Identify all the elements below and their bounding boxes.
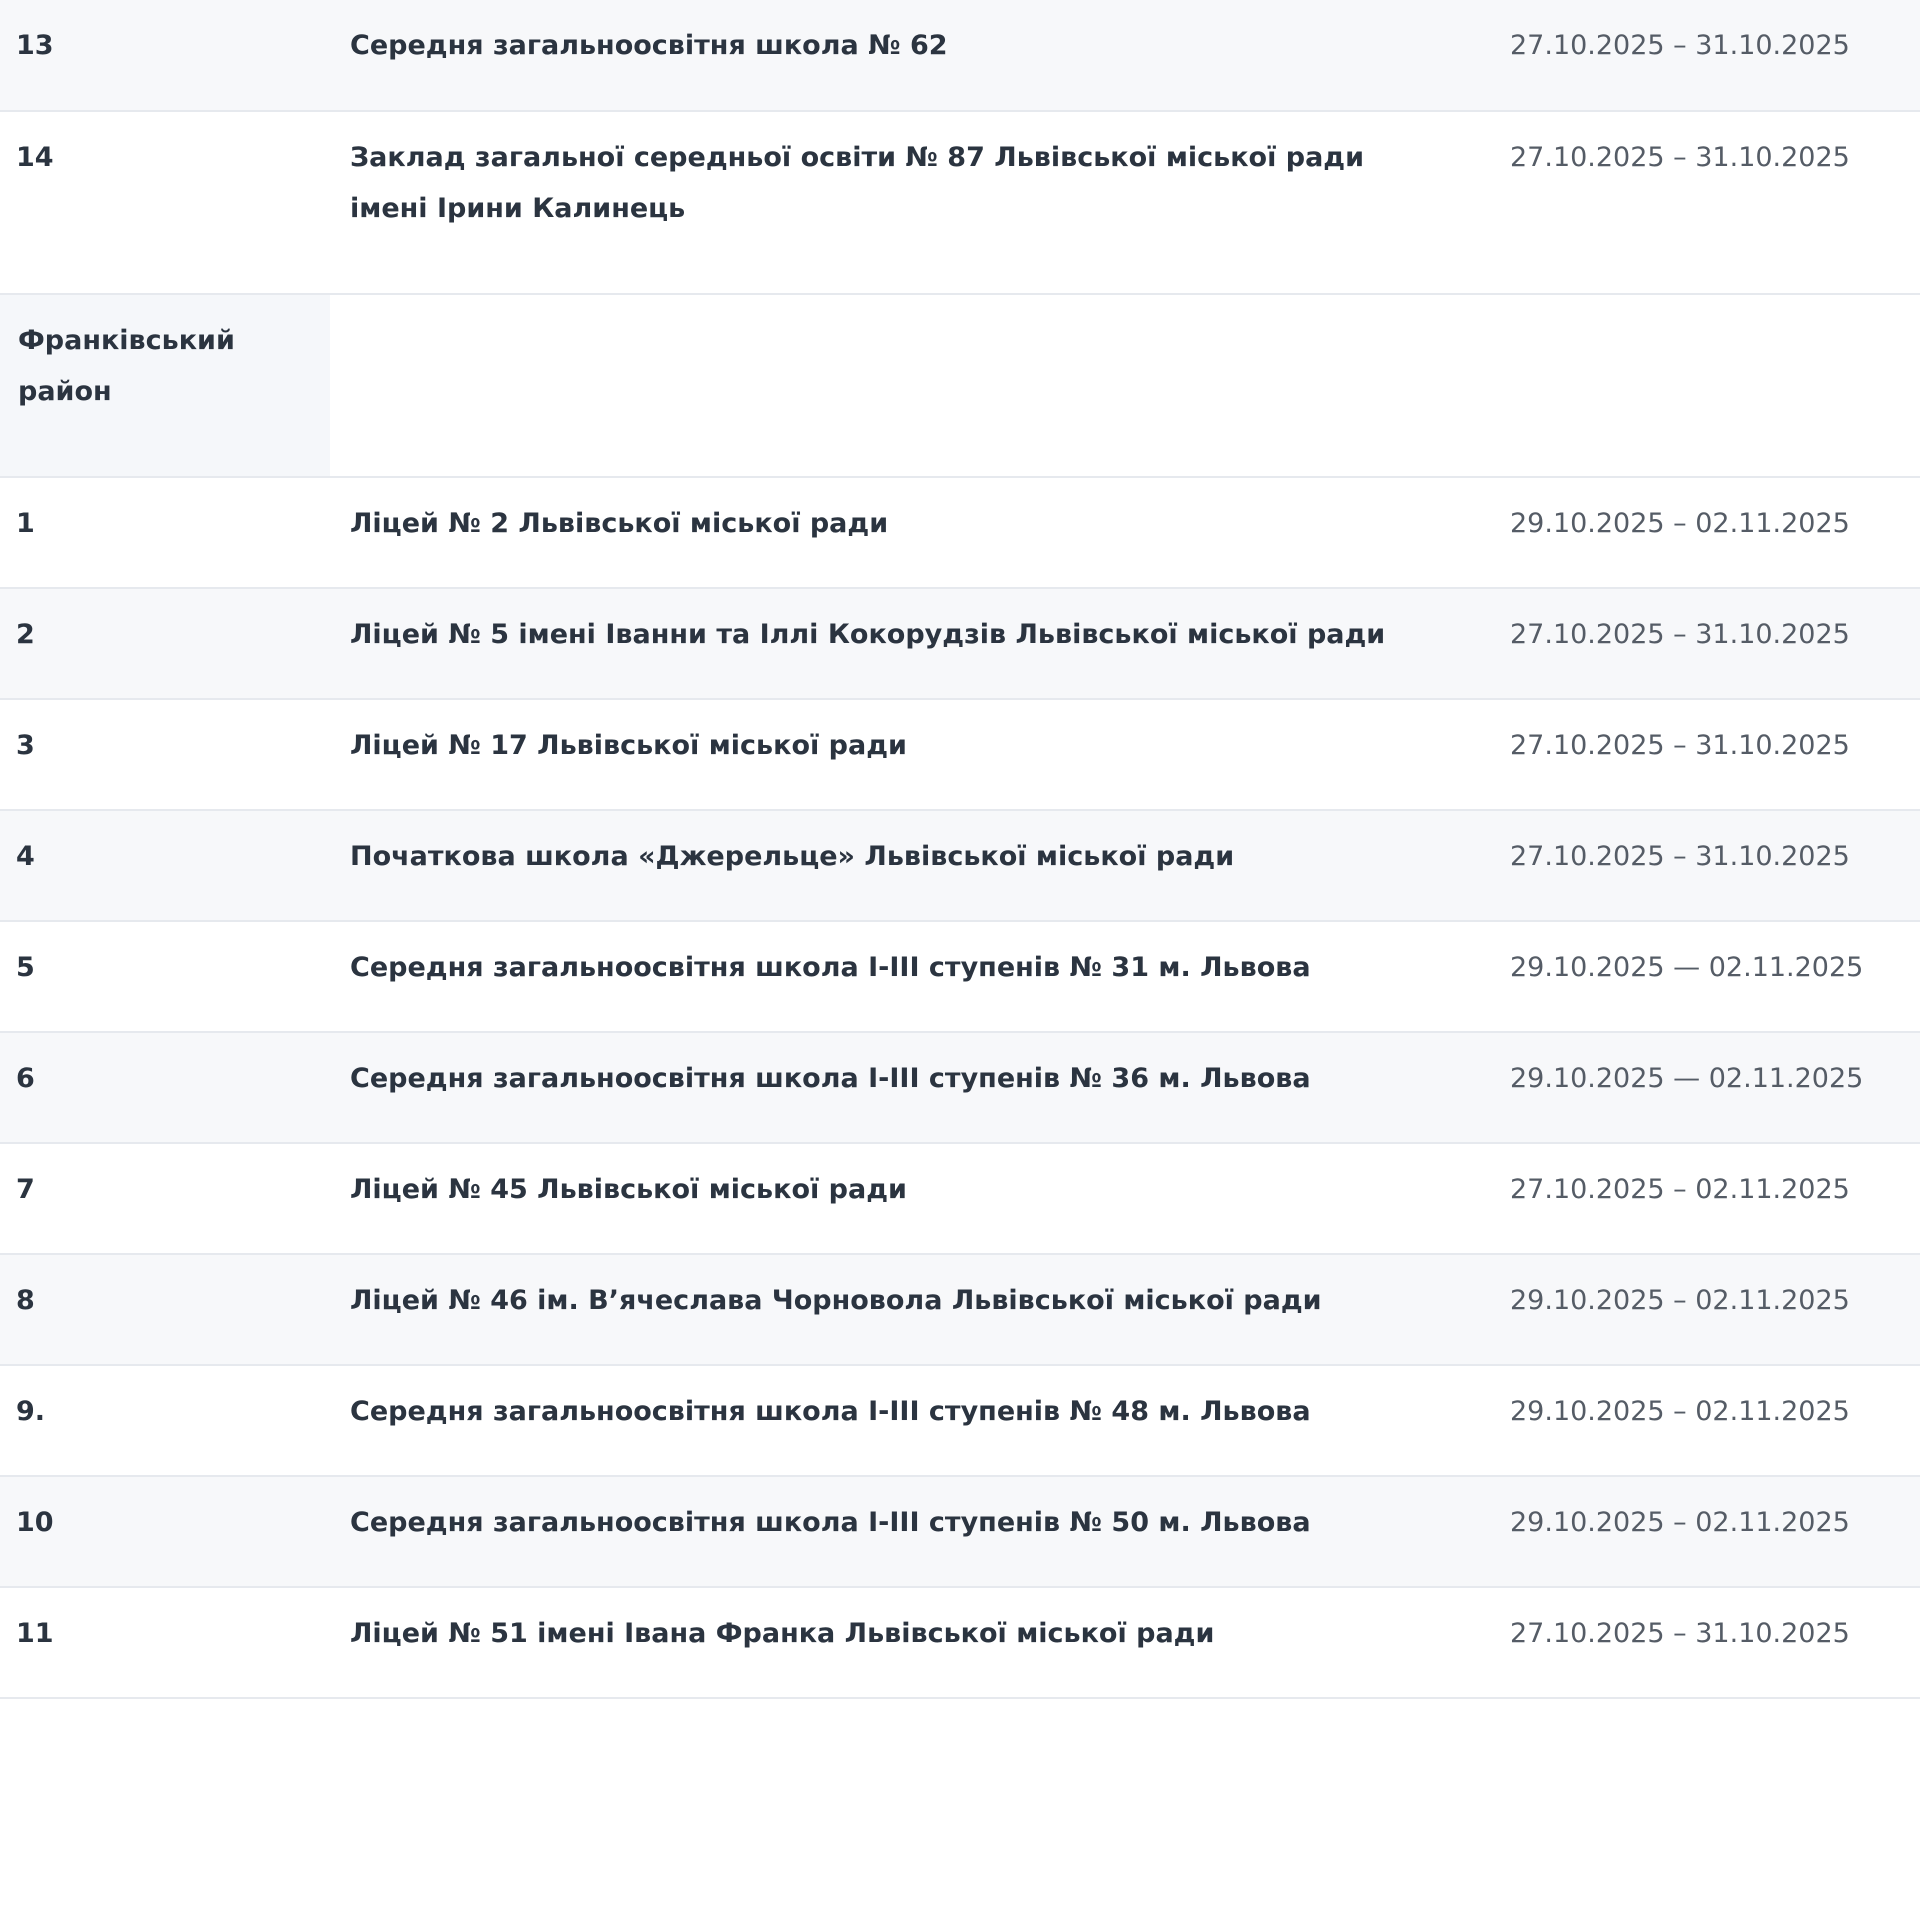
date-range: 29.10.2025 – 02.11.2025 bbox=[1510, 1476, 1920, 1587]
district-header-row bbox=[0, 294, 1920, 477]
empty-cell bbox=[1510, 294, 1920, 477]
table-row bbox=[0, 477, 1920, 588]
date-range: 27.10.2025 – 31.10.2025 bbox=[1510, 810, 1920, 921]
date-range: 27.10.2025 – 02.11.2025 bbox=[1510, 1174, 1850, 1205]
school-name: Ліцей № 51 імені Івана Франка Львівської міської ради bbox=[350, 1618, 1215, 1649]
table-row bbox=[0, 1476, 1920, 1587]
table-row bbox=[0, 1365, 1920, 1476]
row-number: 4 bbox=[0, 810, 330, 921]
table-row bbox=[0, 588, 1920, 699]
row-number: 8 bbox=[0, 1254, 330, 1365]
table-row bbox=[0, 1587, 1920, 1698]
school-name: Ліцей № 2 Львівської міської ради bbox=[350, 508, 889, 539]
school-name: Ліцей № 5 імені Іванни та Іллі Кокорудзів Львівської міської ради bbox=[330, 588, 1510, 699]
school-name: Ліцей № 17 Львівської міської ради bbox=[350, 730, 907, 761]
school-name: Середня загальноосвітня школа І-ІІІ ступенів № 48 м. Львова bbox=[350, 1396, 1311, 1427]
date-range: 27.10.2025 – 31.10.2025 bbox=[1510, 588, 1920, 699]
table-row bbox=[0, 0, 1920, 111]
date-range: 27.10.2025 – 31.10.2025 bbox=[1510, 730, 1850, 761]
table-row bbox=[0, 1254, 1920, 1365]
date-range: 29.10.2025 – 02.11.2025 bbox=[1510, 1254, 1920, 1365]
school-name: Ліцей № 45 Львівської міської ради bbox=[350, 1174, 907, 1205]
date-range: 27.10.2025 – 31.10.2025 bbox=[1510, 0, 1920, 111]
table-row bbox=[0, 699, 1920, 810]
row-number: 11 bbox=[16, 1618, 54, 1649]
date-range: 29.10.2025 – 02.11.2025 bbox=[1510, 508, 1850, 539]
date-range: 29.10.2025 — 02.11.2025 bbox=[1510, 1032, 1920, 1143]
district-label: Франківський район bbox=[0, 294, 330, 477]
row-number: 6 bbox=[0, 1032, 330, 1143]
school-name: Середня загальноосвітня школа № 62 bbox=[330, 0, 1510, 111]
table-row bbox=[0, 810, 1920, 921]
date-range: 29.10.2025 – 02.11.2025 bbox=[1510, 1396, 1850, 1427]
table-row bbox=[0, 1143, 1920, 1254]
school-name: Ліцей № 46 ім. В’ячеслава Чорновола Львівської міської ради bbox=[330, 1254, 1510, 1365]
table-row bbox=[0, 1032, 1920, 1143]
date-range: 27.10.2025 – 31.10.2025 bbox=[1510, 1618, 1850, 1649]
school-name: Середня загальноосвітня школа І-ІІІ ступенів № 31 м. Львова bbox=[350, 952, 1311, 983]
row-number: 7 bbox=[16, 1174, 35, 1205]
row-number: 2 bbox=[0, 588, 330, 699]
table-row bbox=[0, 921, 1920, 1032]
table-row bbox=[0, 111, 1920, 294]
date-range: 29.10.2025 — 02.11.2025 bbox=[1510, 952, 1864, 983]
row-number: 5 bbox=[16, 952, 35, 983]
empty-cell bbox=[330, 294, 1510, 477]
row-number: 3 bbox=[16, 730, 35, 761]
row-number: 1 bbox=[16, 508, 35, 539]
school-name: Середня загальноосвітня школа І-ІІІ ступенів № 36 м. Львова bbox=[330, 1032, 1510, 1143]
school-name: Середня загальноосвітня школа І-ІІІ ступенів № 50 м. Львова bbox=[330, 1476, 1510, 1587]
row-number: 13 bbox=[0, 0, 330, 111]
row-number: 14 bbox=[16, 142, 54, 173]
school-name: Заклад загальної середньої освіти № 87 Львівської міської ради імені Ірини Калинець bbox=[350, 142, 1365, 224]
row-number: 9. bbox=[16, 1396, 46, 1427]
row-number: 10 bbox=[0, 1476, 330, 1587]
school-name: Початкова школа «Джерельце» Львівської міської ради bbox=[330, 810, 1510, 921]
date-range: 27.10.2025 – 31.10.2025 bbox=[1510, 142, 1850, 173]
